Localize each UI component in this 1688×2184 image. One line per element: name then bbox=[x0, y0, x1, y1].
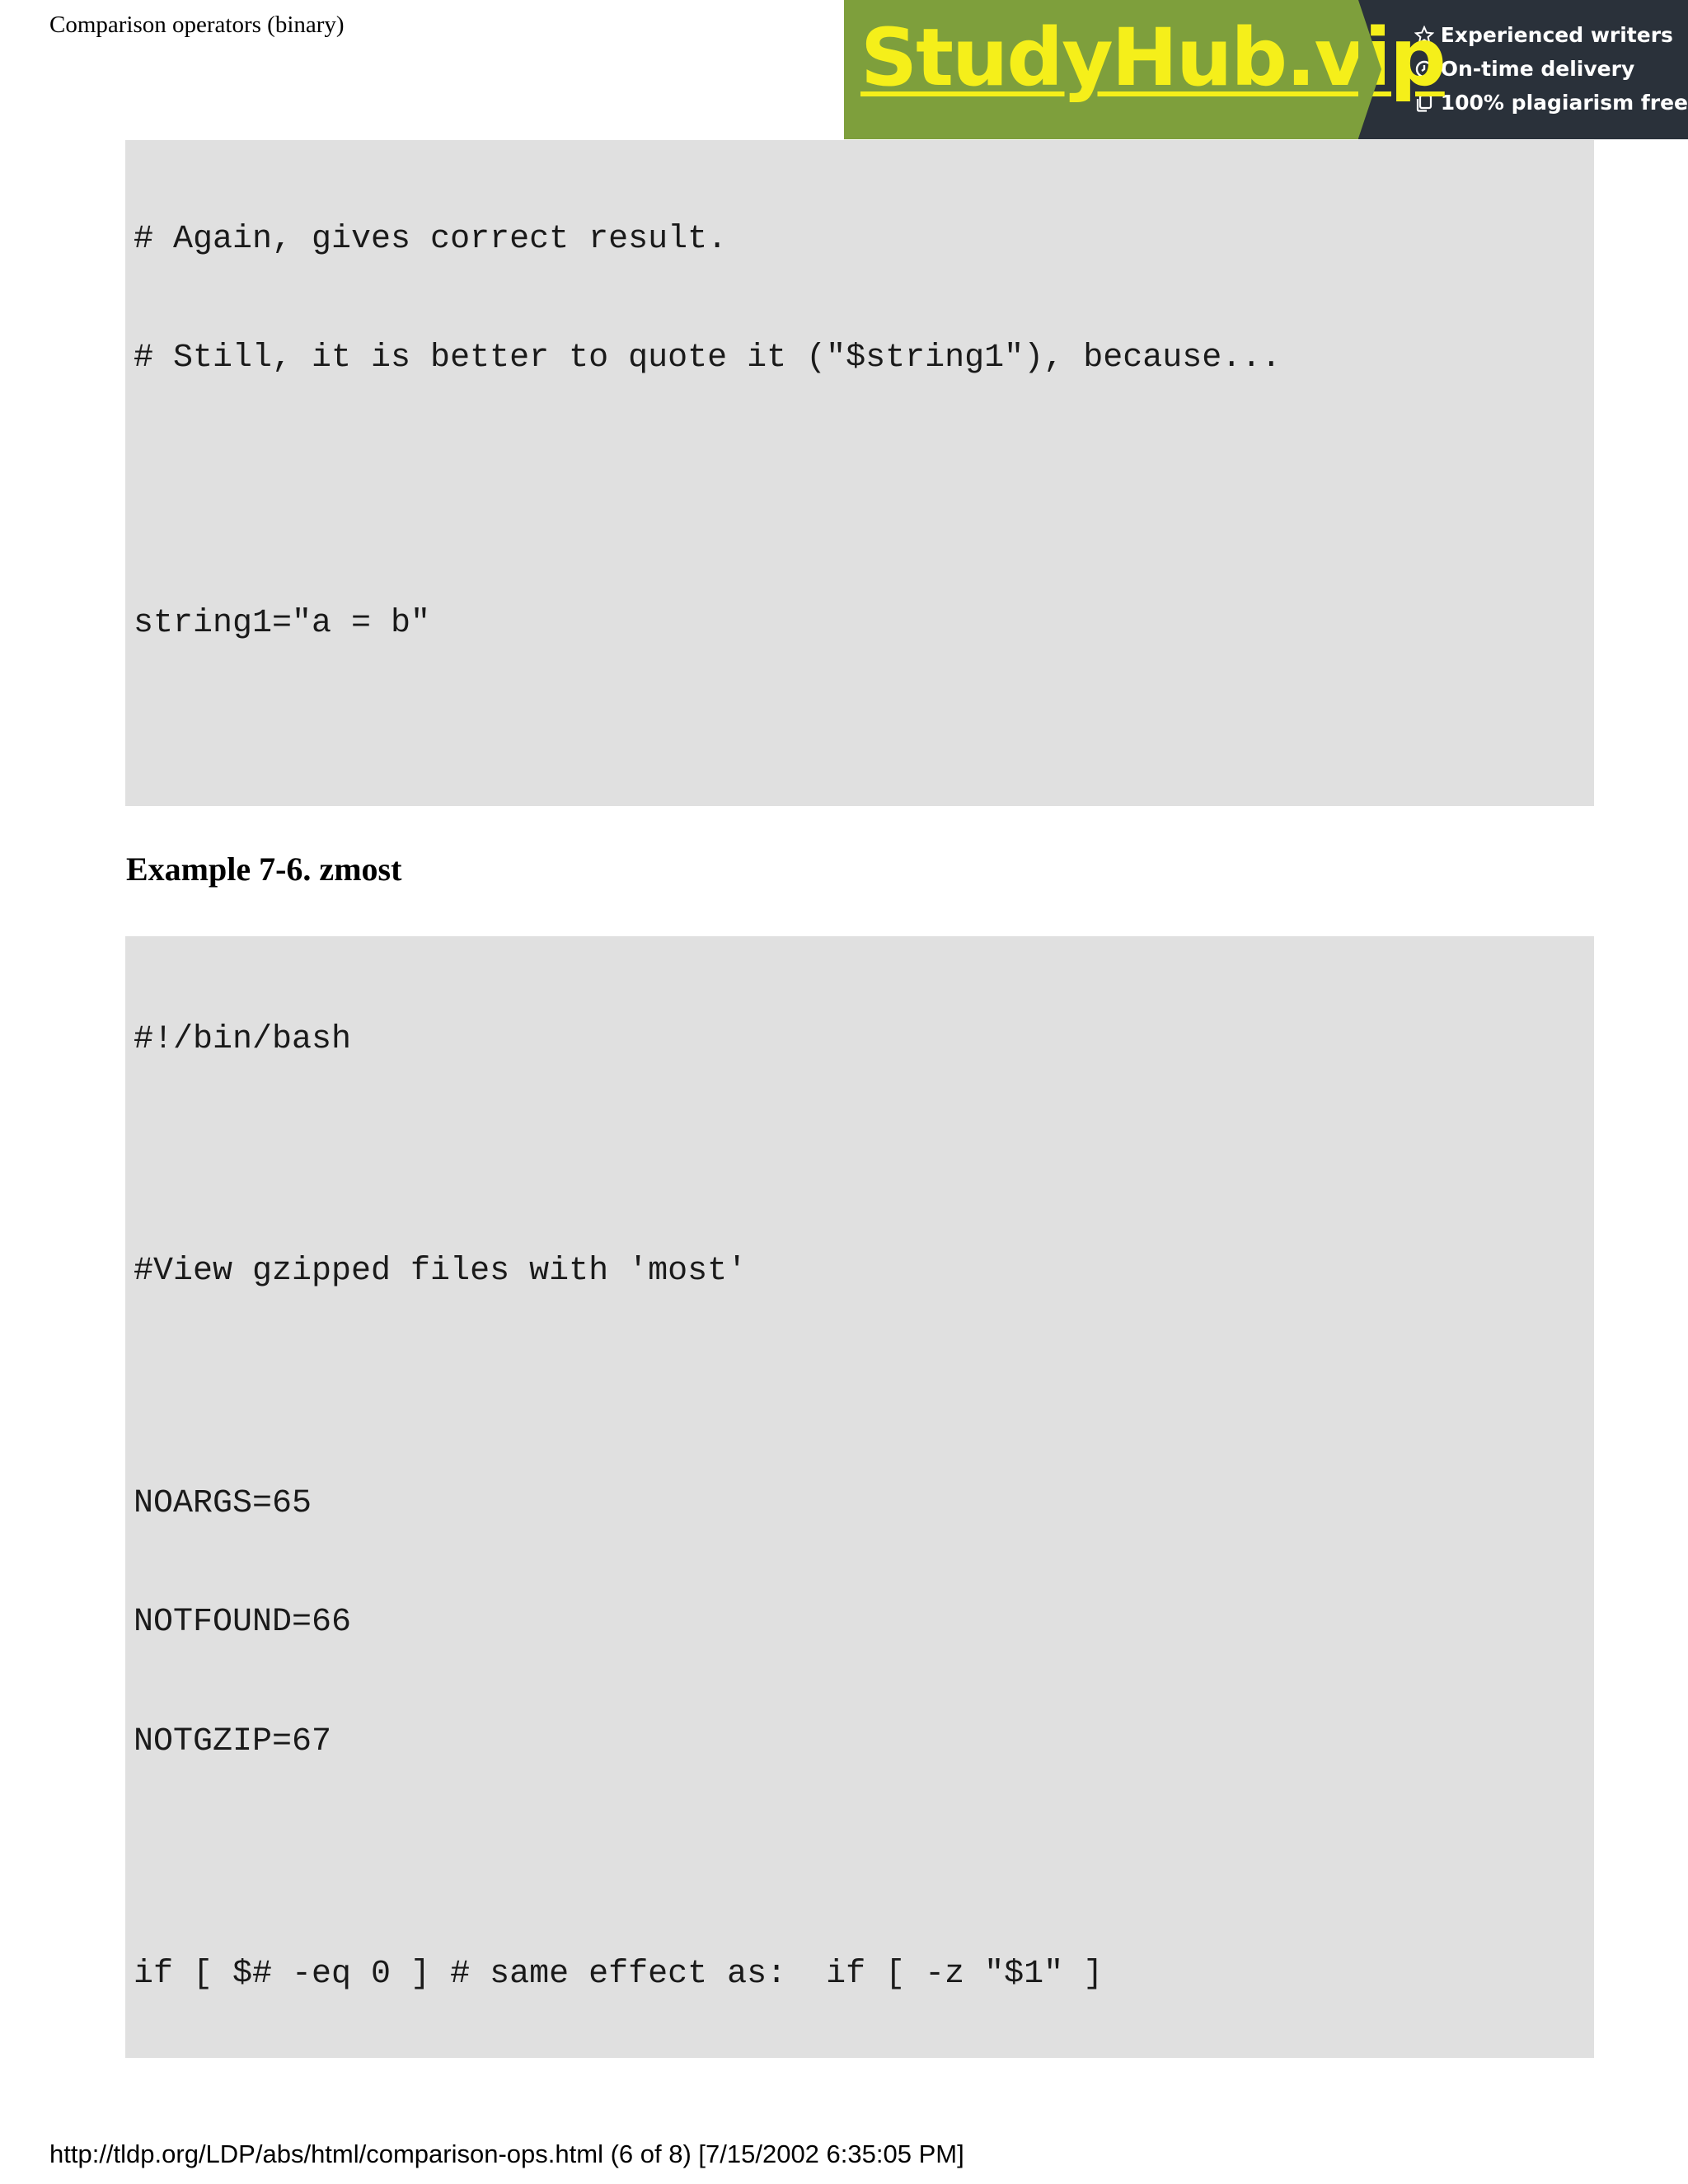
code-block-string-test bbox=[125, 140, 1594, 806]
code-block-zmost bbox=[125, 936, 1594, 2058]
page-footer-url: http://tldp.org/LDP/abs/html/comparison-ops.html (6 of 8) [7/15/2002 6:35:05 PM] bbox=[49, 2139, 964, 2168]
feature-item bbox=[1414, 86, 1688, 120]
code-line: if [ $# -eq 0 ] # same effect as: if [ -z "$1" ] bbox=[134, 1955, 1104, 1993]
feature-item bbox=[1414, 52, 1688, 86]
code-line: NOARGS=65 bbox=[134, 1484, 312, 1522]
code-line: # Again, gives correct result. bbox=[134, 220, 728, 258]
code-spacer bbox=[134, 1842, 1586, 1875]
code-line: # Still, it is better to quote it ("$string1"), because... bbox=[134, 340, 1282, 377]
code-line: NOTFOUND=66 bbox=[134, 1604, 352, 1642]
code-line: NOTGZIP=67 bbox=[134, 1723, 332, 1761]
feature-label: Experienced writers bbox=[1440, 23, 1673, 47]
brand-logo[interactable]: StudyHub.vip bbox=[860, 12, 1445, 104]
studyhub-banner[interactable] bbox=[844, 0, 1688, 139]
code-spacer bbox=[134, 1371, 1586, 1404]
code-spacer bbox=[134, 724, 1586, 757]
page-header: Comparison operators (binary) bbox=[49, 12, 345, 38]
banner-brand-area[interactable] bbox=[844, 0, 1445, 139]
code-spacer bbox=[134, 1139, 1586, 1172]
feature-label: 100% plagiarism free bbox=[1440, 91, 1688, 115]
code-line: string1="a = b" bbox=[134, 604, 431, 642]
code-line: #!/bin/bash bbox=[134, 1020, 352, 1058]
feature-item bbox=[1414, 18, 1688, 52]
example-title: Example 7-6. zmost bbox=[126, 851, 402, 888]
code-spacer bbox=[134, 458, 1586, 524]
code-line: #View gzipped files with 'most' bbox=[134, 1253, 748, 1291]
feature-label: On-time delivery bbox=[1440, 57, 1635, 81]
